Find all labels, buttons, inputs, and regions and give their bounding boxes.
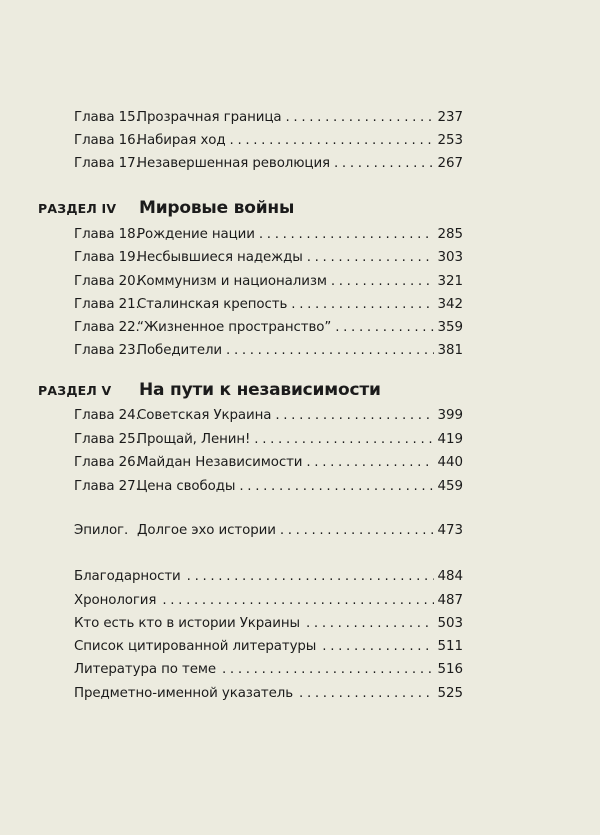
chapter-title: Прощай, Ленин! <box>137 432 251 447</box>
toc-entry-chapter-24[interactable] <box>74 406 463 426</box>
dot-leader <box>226 341 434 361</box>
toc-entry-chapter-27[interactable] <box>74 477 463 497</box>
dot-leader <box>222 660 434 680</box>
page-number: 342 <box>437 297 463 312</box>
toc-entry-epilogue[interactable] <box>74 521 463 541</box>
section-heading-iv[interactable] <box>38 198 294 224</box>
page-number: 487 <box>437 593 463 608</box>
page-number: 511 <box>437 639 463 654</box>
chapter-number: Глава 21. <box>74 297 140 312</box>
chapter-title: Прозрачная граница <box>137 110 282 125</box>
page-number: 303 <box>437 250 463 265</box>
page-number: 399 <box>437 408 463 423</box>
chapter-number: Глава 27. <box>74 479 140 494</box>
section-label: РАЗДЕЛ V <box>38 383 112 398</box>
dot-leader <box>322 637 434 657</box>
page-number: 267 <box>437 156 463 171</box>
dot-leader <box>254 430 434 450</box>
toc-entry-chapter-20[interactable] <box>74 272 463 292</box>
page-number: 440 <box>437 455 463 470</box>
page-number: 285 <box>437 227 463 242</box>
section-title: На пути к независимости <box>139 380 381 400</box>
chapter-number: Глава 24. <box>74 408 140 423</box>
page-number: 359 <box>437 320 463 335</box>
toc-entry-chapter-17[interactable] <box>74 154 463 174</box>
chapter-number: Глава 19. <box>74 250 140 265</box>
toc-entry-chapter-16[interactable] <box>74 131 463 151</box>
page-number: 253 <box>437 133 463 148</box>
section-title: Мировые войны <box>139 198 295 218</box>
dot-leader <box>306 614 434 634</box>
dot-leader <box>299 684 434 704</box>
dot-leader <box>187 567 435 587</box>
section-heading-v[interactable] <box>38 380 381 406</box>
chapter-number: Глава 18. <box>74 227 140 242</box>
toc-entry-chapter-21[interactable] <box>74 295 463 315</box>
chapter-number: Глава 22. <box>74 320 140 335</box>
chapter-number: Глава 26. <box>74 455 140 470</box>
chapter-title: Победители <box>137 343 223 358</box>
dot-leader <box>331 272 435 292</box>
dot-leader <box>286 108 435 128</box>
chapter-title: Незавершенная революция <box>137 156 331 171</box>
page-number: 321 <box>437 274 463 289</box>
page-number: 503 <box>437 616 463 631</box>
epilogue-title: Долгое эхо истории <box>137 523 276 538</box>
toc-entry-chapter-15[interactable] <box>74 108 463 128</box>
toc-entry-chapter-22[interactable] <box>74 318 463 338</box>
toc-entry-chapter-26[interactable] <box>74 453 463 473</box>
chapter-number: Глава 17. <box>74 156 140 171</box>
page-number: 237 <box>437 110 463 125</box>
chapter-title: Сталинская крепость <box>137 297 288 312</box>
chapter-title: Коммунизм и национализм <box>137 274 327 289</box>
entry-title: Кто есть кто в истории Украины <box>74 616 300 631</box>
page-number: 419 <box>437 432 463 447</box>
dot-leader <box>334 154 434 174</box>
page-number: 516 <box>437 662 463 677</box>
chapter-title: Набирая ход <box>137 133 226 148</box>
chapter-title: Рождение нации <box>137 227 255 242</box>
dot-leader <box>306 453 434 473</box>
chapter-number: Глава 23. <box>74 343 140 358</box>
toc-entry-chapter-19[interactable] <box>74 248 463 268</box>
toc-entry-chronology[interactable] <box>74 591 463 611</box>
dot-leader <box>275 406 434 426</box>
page-number: 473 <box>437 523 463 538</box>
page-number: 381 <box>437 343 463 358</box>
chapter-number: Глава 15. <box>74 110 140 125</box>
dot-leader <box>230 131 435 151</box>
toc-entry-chapter-18[interactable] <box>74 225 463 245</box>
toc-entry-chapter-25[interactable] <box>74 430 463 450</box>
chapter-title: Майдан Независимости <box>137 455 303 470</box>
dot-leader <box>307 248 435 268</box>
dot-leader <box>259 225 435 245</box>
toc-entry-further-reading[interactable] <box>74 660 463 680</box>
chapter-number: Глава 25. <box>74 432 140 447</box>
epilogue-label: Эпилог. <box>74 523 129 538</box>
entry-title: Литература по теме <box>74 662 216 677</box>
toc-entry-acknowledgements[interactable] <box>74 567 463 587</box>
toc-entry-who-is-who[interactable] <box>74 614 463 634</box>
toc-entry-cited-literature[interactable] <box>74 637 463 657</box>
chapter-title: Советская Украина <box>137 408 272 423</box>
entry-title: Хронология <box>74 593 157 608</box>
chapter-title: Несбывшиеся надежды <box>137 250 303 265</box>
chapter-number: Глава 20. <box>74 274 140 289</box>
chapter-title: “Жизненное пространство” <box>137 320 332 335</box>
toc-entry-index[interactable] <box>74 684 463 704</box>
page-number: 484 <box>437 569 463 584</box>
chapter-number: Глава 16. <box>74 133 140 148</box>
section-label: РАЗДЕЛ IV <box>38 201 117 216</box>
dot-leader <box>280 521 435 541</box>
entry-title: Список цитированной литературы <box>74 639 317 654</box>
dot-leader <box>335 318 434 338</box>
dot-leader <box>239 477 434 497</box>
entry-title: Благодарности <box>74 569 181 584</box>
entry-title: Предметно-именной указатель <box>74 686 294 701</box>
dot-leader <box>162 591 434 611</box>
dot-leader <box>291 295 434 315</box>
chapter-title: Цена свободы <box>137 479 236 494</box>
page-number: 525 <box>437 686 463 701</box>
page-number: 459 <box>437 479 463 494</box>
toc-entry-chapter-23[interactable] <box>74 341 463 361</box>
